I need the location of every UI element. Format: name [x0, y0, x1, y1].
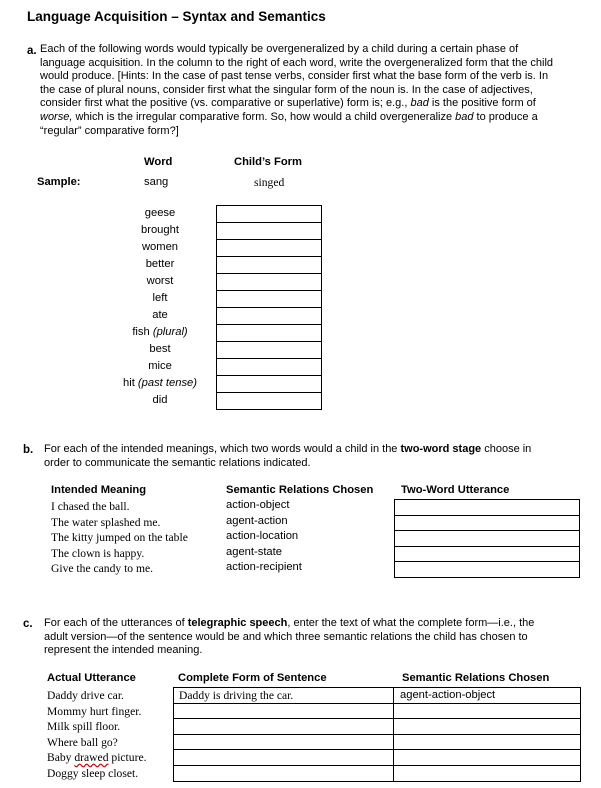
- col-header-semantic-relations: Semantic Relations Chosen: [226, 484, 374, 496]
- actual-utterance: Where ball go?: [47, 735, 118, 749]
- col-header-two-word-utterance: Two-Word Utterance: [401, 484, 510, 496]
- instr-line-4: the case of plural nouns, consider first what the singular form of the noun is. In the case of adjectives,: [40, 83, 533, 96]
- actual-utterance: Daddy drive car.: [47, 689, 124, 702]
- section-b-label: b.: [23, 444, 34, 456]
- word-item: best: [149, 343, 171, 355]
- actual-utterance: Mommy hurt finger.: [47, 704, 142, 718]
- answer-box[interactable]: [216, 239, 322, 257]
- answer-box[interactable]: [216, 222, 322, 240]
- intended-meaning: The clown is happy.: [51, 546, 145, 560]
- two-word-utterance-box[interactable]: [394, 515, 580, 532]
- col-header-intended-meaning: Intended Meaning: [51, 484, 147, 496]
- complete-form-box[interactable]: [173, 703, 394, 720]
- answer-box[interactable]: [216, 341, 322, 359]
- semantic-relations-box[interactable]: [393, 718, 581, 735]
- semantic-relations-box[interactable]: [393, 734, 581, 751]
- word-item: women: [141, 241, 179, 253]
- answer-box[interactable]: [216, 392, 322, 410]
- answer-box[interactable]: [216, 290, 322, 308]
- instr-line-7: “regular” comparative form?]: [40, 124, 179, 137]
- semantic-relations: action-object: [226, 499, 290, 511]
- word-item: did: [152, 394, 168, 406]
- section-a-instructions: [40, 43, 600, 138]
- answer-box[interactable]: [216, 256, 322, 274]
- semantic-relations-box[interactable]: [393, 765, 581, 782]
- word-item: better: [145, 258, 175, 270]
- answer-box[interactable]: [216, 205, 322, 223]
- two-word-utterance-box[interactable]: [394, 499, 580, 516]
- page-title: Language Acquisition – Syntax and Semantics: [27, 9, 326, 24]
- answer-box[interactable]: [216, 324, 322, 342]
- sample-answer: singed: [254, 176, 285, 189]
- instr-line-6: worse, which is the irregular comparative form. So, how would a child overgeneralize bad to produce a: [40, 110, 538, 123]
- intended-meaning: I chased the ball.: [51, 500, 130, 513]
- semantic-relations: action-recipient: [226, 561, 302, 573]
- section-c-label: c.: [23, 618, 33, 630]
- section-a-label: a.: [27, 45, 37, 57]
- answer-box[interactable]: [216, 307, 322, 325]
- word-item: brought: [141, 224, 179, 236]
- instr-line-3: would produce. [Hints: In the case of past tense verbs, consider first what the base form of the verb is. In: [40, 70, 549, 83]
- two-word-utterance-box[interactable]: [394, 530, 580, 547]
- intended-meaning: The kitty jumped on the table: [51, 531, 188, 544]
- complete-form-box[interactable]: [173, 734, 394, 751]
- sample-word: sang: [144, 176, 169, 188]
- semantic-relations-box[interactable]: [393, 749, 581, 766]
- semantic-relations: agent-state: [226, 545, 282, 558]
- complete-form-box[interactable]: [173, 718, 394, 735]
- intended-meaning: The water splashed me.: [51, 515, 161, 529]
- word-item: geese: [144, 207, 176, 219]
- word-item: hit (past tense): [122, 377, 197, 389]
- two-word-utterance-box[interactable]: [394, 546, 580, 563]
- instr-line-2: language acquisition. In the column to the right of each word, write the overgeneralized form that the child: [40, 56, 554, 69]
- col-header-actual-utterance: Actual Utterance: [47, 672, 136, 684]
- word-item: fish (plural): [132, 326, 188, 338]
- spelling-error-underline: drawed: [74, 751, 109, 764]
- semantic-relations-box[interactable]: [393, 703, 581, 720]
- actual-utterance: Milk spill floor.: [47, 720, 121, 733]
- semantic-relations: action-location: [226, 530, 299, 542]
- two-word-utterance-box[interactable]: [394, 561, 580, 578]
- actual-utterance: Doggy sleep closet.: [47, 766, 139, 780]
- col-header-complete-form: Complete Form of Sentence: [178, 672, 327, 684]
- actual-utterance: Baby drawed picture.: [47, 751, 147, 764]
- answer-box[interactable]: [216, 273, 322, 291]
- word-item: worst: [146, 275, 174, 287]
- instr-line-5: consider first what the positive (vs. comparative or superlative) form is; e.g., bad is the positive form of: [40, 97, 536, 110]
- semantic-relations: agent-action: [226, 514, 288, 527]
- semantic-relations-box[interactable]: agent-action-object: [393, 687, 581, 704]
- word-item: mice: [148, 360, 172, 372]
- word-item: ate: [152, 309, 168, 321]
- complete-form-box[interactable]: [173, 749, 394, 766]
- section-b-instructions: For each of the intended meanings, which two words would a child in the two-word stage choose in order to communicate the semantic relations indicated.: [44, 443, 532, 469]
- col-header-childs-form: Child’s Form: [234, 156, 302, 168]
- complete-form-box[interactable]: Daddy is driving the car.: [173, 687, 394, 704]
- col-header-word: Word: [144, 156, 173, 168]
- sample-label: Sample:: [37, 176, 81, 188]
- answer-box[interactable]: [216, 358, 322, 376]
- answer-box[interactable]: [216, 375, 322, 393]
- instr-line-1: Each of the following words would typically be overgeneralized by a child during a certain phase of: [40, 43, 519, 55]
- intended-meaning: Give the candy to me.: [51, 562, 154, 575]
- complete-form-box[interactable]: [173, 765, 394, 782]
- col-header-semantic-relations-c: Semantic Relations Chosen: [402, 672, 550, 684]
- section-c-instructions: For each of the utterances of telegraphic speech, enter the text of what the complete form—i.e., the adult version—of the sentence would be and which three semantic relations the child has chosen to represent the intended meaning.: [44, 617, 535, 657]
- word-item: left: [152, 292, 168, 304]
